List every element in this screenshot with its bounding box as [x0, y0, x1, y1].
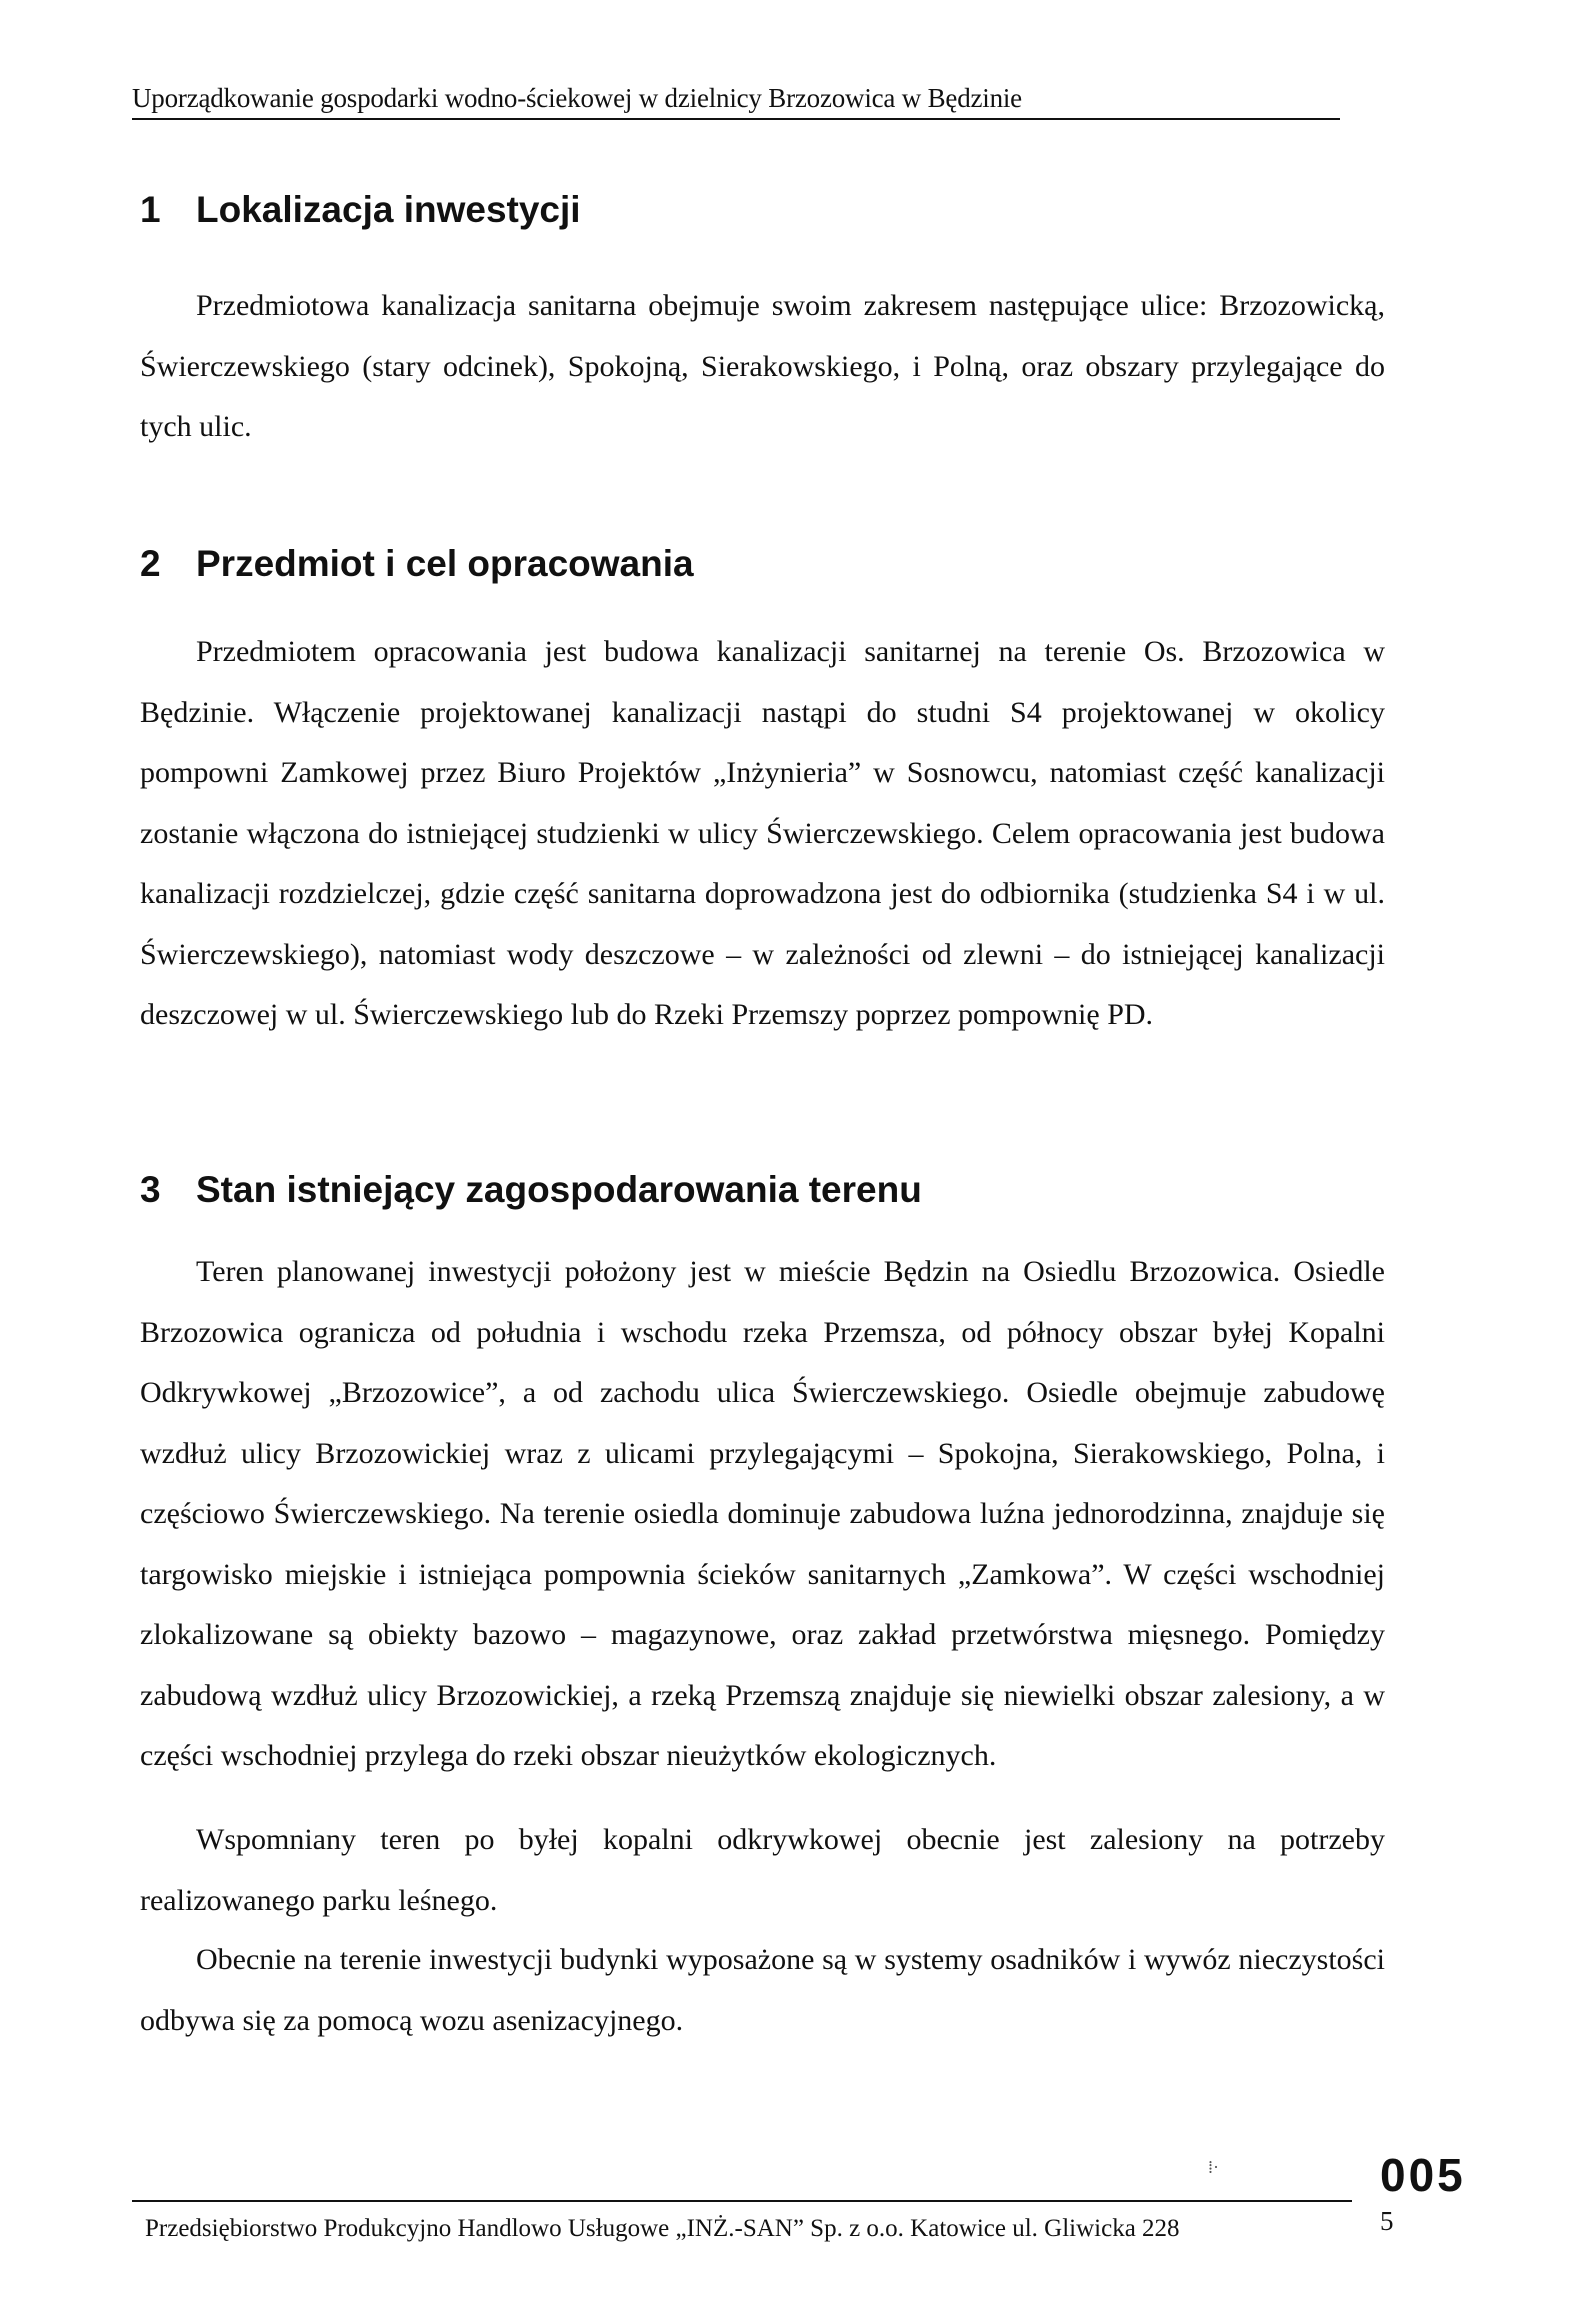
section-2-heading [140, 542, 1400, 586]
section-2-paragraph: Przedmiotem opracowania jest budowa kanalizacji sanitarnej na terenie Os. Brzozowica w Będzinie. Włączenie projektowanej kanalizacji nastąpi do studni S4 projektowanej w okolicy pompowni Zamkowej przez Biuro Projektów „Inżynieria” w Sosnowcu, natomiast część kanalizacji zostanie włączona do istniejącej studzienki w ulicy Świerczewskiego. Celem opracowania jest budowa kanalizacji rozdzielczej, gdzie część sanitarna doprowadzona jest do odbiornika (studzienka S4 i w ul. Świerczewskiego), natomiast wody deszczowe – w zależności od zlewni – do istniejącej kanalizacji deszczowej w ul. Świerczewskiego lub do Rzeki Przemszy poprzez pompownię PD. [140, 635, 1385, 1031]
footer-divider [132, 2200, 1352, 2202]
section-1-heading [140, 188, 1400, 232]
footer-company: Przedsiębiorstwo Produkcyjno Handlowo Usługowe „INŻ.-SAN” Sp. z o.o. Katowice ul. Gliwicka 228 [145, 2215, 1180, 2242]
stamp-mark: ⁞· [1208, 2157, 1219, 2177]
section-3-paragraph-3: Obecnie na terenie inwestycji budynki wyposażone są w systemy osadników i wywóz nieczystości odbywa się za pomocą wozu asenizacyjnego. [140, 1943, 1385, 2037]
section-number: 1 [140, 189, 161, 230]
section-title: Lokalizacja inwestycji [196, 189, 581, 230]
archive-stamp-number: 005 [1380, 2149, 1466, 2201]
section-number: 3 [140, 1169, 161, 1210]
running-header: Uporządkowanie gospodarki wodno-ściekowej w dzielnicy Brzozowica w Będzinie [132, 82, 1340, 120]
section-3-paragraph-1: Teren planowanej inwestycji położony jest w mieście Będzin na Osiedlu Brzozowica. Osiedle Brzozowica ogranicza od południa i wschodu rzeka Przemsza, od północy obszar byłej Kopalni Odkrywkowej „Brzozowice”, a od zachodu ulica Świerczewskiego. Osiedle obejmuje zabudowę wzdłuż ulicy Brzozowickiej wraz z ulicami przylegającymi – Spokojna, Sierakowskiego, Polna, i częściowo Świerczewskiego. Na terenie osiedla dominuje zabudowa luźna jednorodzinna, znajduje się targowisko miejskie i istniejąca pompownia ścieków sanitarnych „Zamkowa”. W części wschodniej zlokalizowane są obiekty bazowo – magazynowe, oraz zakład przetwórstwa mięsnego. Pomiędzy zabudową wzdłuż ulicy Brzozowickiej, a rzeką Przemszą znajduje się niewielki obszar zalesiony, a w części wschodniej przylega do rzeki obszar nieużytków ekologicznych. [140, 1255, 1385, 1772]
page-number: 5 [1380, 2206, 1394, 2236]
section-title: Przedmiot i cel opracowania [196, 543, 694, 584]
section-1-paragraph: Przedmiotowa kanalizacja sanitarna obejmuje swoim zakresem następujące ulice: Brzozowicką, Świerczewskiego (stary odcinek), Spokojną, Sierakowskiego, i Polną, oraz obszary przylegające do tych ulic. [140, 289, 1385, 443]
section-number: 2 [140, 543, 161, 584]
section-title: Stan istniejący zagospodarowania terenu [196, 1169, 922, 1210]
section-3-paragraph-2: Wspomniany teren po byłej kopalni odkrywkowej obecnie jest zalesiony na potrzeby realizowanego parku leśnego. [140, 1823, 1385, 1917]
section-3-heading [140, 1168, 1400, 1212]
